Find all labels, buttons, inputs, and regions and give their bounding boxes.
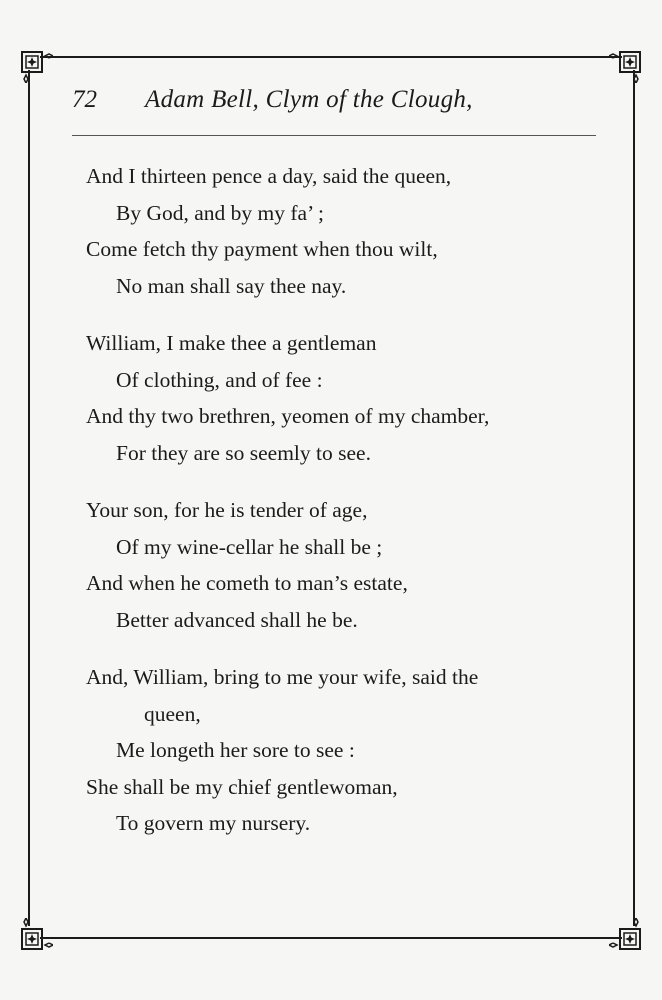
verse-line: Come fetch thy payment when thou wilt, (86, 237, 438, 261)
verse-line: And thy two brethren, yeomen of my chamber, (86, 404, 490, 428)
verse-line: Of my wine-cellar he shall be ; (116, 534, 383, 559)
verse-line: Me longeth her sore to see : (116, 738, 355, 762)
verse-line: Your son, for he is tender of age, (86, 498, 368, 522)
running-title: Adam Bell, Clym of the Clough, (145, 86, 473, 113)
verse-line: No man shall say thee nay. (116, 273, 347, 298)
border-bottom-rule (40, 937, 622, 939)
verse-line: To govern my nursery. (116, 811, 311, 835)
corner-ornament-icon (609, 918, 649, 958)
verse-line: Of clothing, and of fee : (116, 367, 323, 392)
running-head (72, 86, 602, 118)
verse-line: And, William, bring to me your wife, said the (86, 665, 479, 689)
verse-line: By God, and by my fa’ ; (116, 200, 324, 225)
verse-line: Better advanced shall he be. (116, 607, 358, 632)
header-rule (72, 135, 596, 136)
verse-line: She shall be my chief gentlewoman, (86, 774, 398, 799)
page-number: 72 (72, 86, 97, 113)
corner-ornament-icon (13, 918, 53, 958)
verse-line: William, I make thee a gentleman (86, 331, 377, 355)
border-right-rule (633, 70, 635, 926)
stanza (86, 492, 616, 638)
stanza (86, 158, 616, 304)
corner-ornament-icon (609, 43, 649, 83)
border-left-rule (28, 70, 30, 926)
poem-body (86, 158, 616, 863)
verse-line: And I thirteen pence a day, said the queen, (86, 164, 452, 188)
stanza (86, 325, 616, 471)
corner-ornament-icon (13, 43, 53, 83)
border-top-rule (40, 56, 622, 58)
stanza (86, 659, 616, 842)
verse-line-continuation: queen, (144, 701, 201, 726)
verse-line: For they are so seemly to see. (116, 440, 371, 465)
verse-line: And when he cometh to man’s estate, (86, 571, 408, 595)
